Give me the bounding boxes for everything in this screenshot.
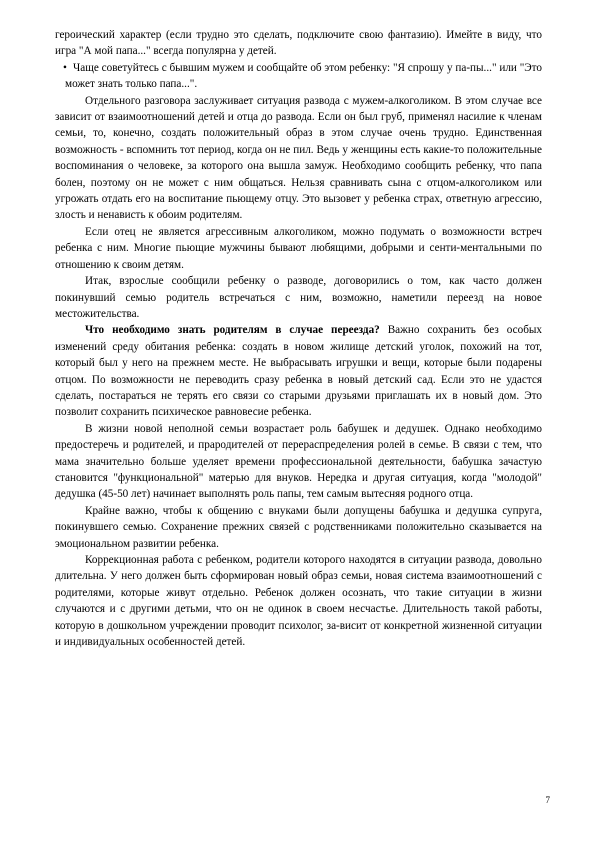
paragraph-continuation: героический характер (если трудно это сделать, подключите свою фантазию). Имейте в виду, что игра "А мой папа..." всегда популярна у детей. [55, 29, 542, 58]
paragraph-moving-text: Важно сохранить без особых изменений среду обитания ребенка: создать в новом жилище детский уголок, похожий на тот, который был у него на прежнем месте. Не выбрасывать игрушки и вещи, которые были подарены отцом. По возможности не переводить сразу ребенка в новый детский сад. Если это не удастся сделать, постараться не терять его связи со старыми друзьями приглашать их в новый дом. Это позволит сохранить психическое равновесие ребенка. [55, 324, 543, 419]
paragraph-alcoholic-husband: Отдельного разговора заслуживает ситуация развода с мужем-алкоголиком. В этом случае все зависит от взаимоотношений детей и отца до развода. Если он был груб, применял насилие к членам семьи, то, конечно, создать положительный образ в этом случае очень трудно. Единственная возможность - вспомнить тот период, когда он не пил. Ведь у женщины есть какие-то положительные воспоминания о человеке, за которого она вышла замуж. Необходимо сообщить ребенку, что папа болен, поэтому он не может с ним общаться. Нельзя сравнивать сына с отцом-алкоголиком или угрожать отдать его на воспитание пьющему отцу. Это вызовет у ребенка страх, ответную агрессию, злость и ненависть к обоим родителям. [55, 94, 542, 222]
text-body [55, 27, 542, 650]
page-number: 7 [545, 795, 550, 805]
bullet-icon: • [63, 61, 67, 74]
paragraph-grandparents-role: В жизни новой неполной семьи возрастает роль бабушек и дедушек. Однако необходимо предостеречь и родителей, и прародителей от перераспределения ролей в семье. В связи с тем, что мама значительно больше уделяет времени профессиональной деятельности, бабушка зачастую становится "функциональной" матерью для внуков. Нередка и другая ситуация, когда "молодой" дедушка (45-50 лет) начинает выполнять роль папы, тем самым вытесняя родного отца. [55, 422, 542, 501]
paragraph-correction-work: Коррекционная работа с ребенком, родители которого находятся в ситуации развода, довольно длительна. У него должен быть сформирован новый образ семьи, новая система взаимоотношений с родителями, которые живут отдельно. Ребенок должен осознать, что такие ситуации в жизни случаются и с другими детьми, что он не одинок в своем несчастье. Длительность такой работы, которую в дошкольном учреждении проводит психолог, за-висит от конкретной жизненной ситуации и индивидуальных особенностей детей. [55, 554, 542, 649]
paragraph-moving [55, 322, 542, 420]
bullet-item [55, 60, 542, 93]
paragraph-summary: Итак, взрослые сообщили ребенку о разводе, договорились о том, как часто должен покинувший семью родитель встречаться с ним, возможно, наметили переезд на новое местожительства. [55, 275, 542, 320]
paragraph-non-aggressive-father: Если отец не является агрессивным алкоголиком, можно подумать о возможности встреч ребенка с ним. Многие пьющие мужчины бывают любящими, добрыми и сенти-ментальными по отношению к своим детям. [55, 225, 542, 271]
bold-question-heading: Что необходимо знать родителям в случае переезда? [85, 324, 380, 337]
paragraph-grandparents-contact: Крайне важно, чтобы к общению с внуками были допущены бабушка и дедушка супруга, покинувшего семью. Сохранение прежних связей с родственниками положительно сказывается на эмоциональном развитии ребенка. [55, 504, 542, 550]
bullet-item-text: Чаще советуйтесь с бывшим мужем и сообщайте об этом ребенку: "Я спрошу у па-пы..." или "Это может знать только папа...". [65, 61, 542, 91]
